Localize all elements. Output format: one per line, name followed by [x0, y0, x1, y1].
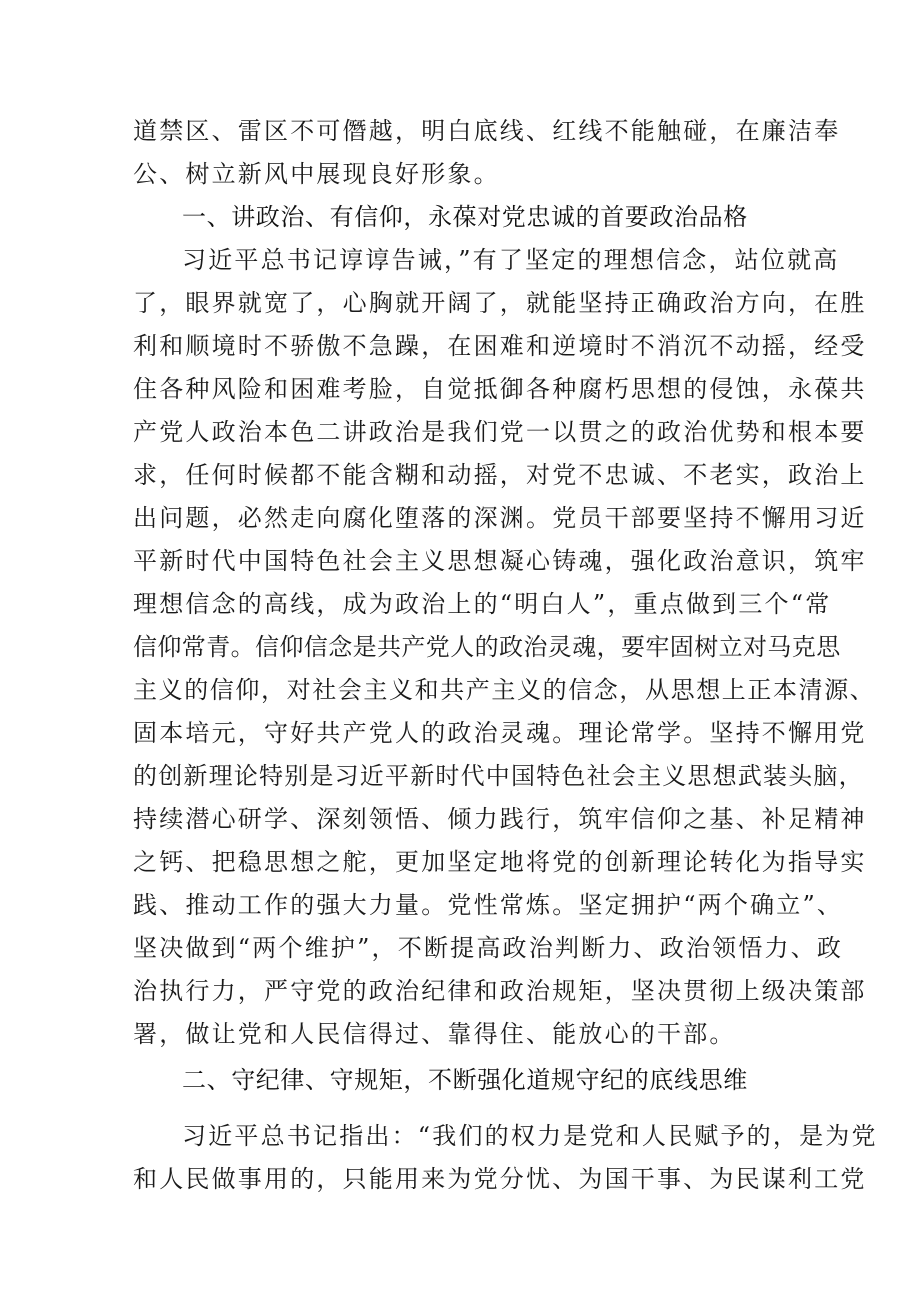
paragraph-line: 了，眼界就宽了，心胸就开阔了，就能坚持正确政治方向，在胜 [133, 289, 867, 317]
paragraph-line: 署，做让党和人民信得过、靠得住、能放心的干部。 [133, 1020, 736, 1048]
paragraph-line: 住各种风险和困难考脸，自觉抵御各种腐朽思想的侵蚀，永葆共 [133, 375, 867, 403]
paragraph-line: 出问题，必然走向腐化堕落的深渊。党员干部要坚持不懈用习近 [133, 504, 867, 532]
paragraph-line: 治执行力，严守党的政治纪律和政治规矩，坚决贯彻上级决策部 [133, 977, 867, 1005]
paragraph-line: 持续潜心研学、深刻领悟、倾力践行，筑牢信仰之基、补足精神 [133, 805, 867, 833]
section-1-heading: 一、讲政治、有信仰，永葆对党忠诚的首要政治品格 [182, 203, 748, 231]
intro-line: 公、树立新风中展现良好形象。 [133, 160, 500, 188]
paragraph-line: 产党人政治本色二讲政治是我们党一以贯之的政治优势和根本要 [133, 418, 867, 446]
paragraph-line: 平新时代中国特色社会主义思想凝心铸魂，强化政治意识，筑牢 [133, 547, 867, 575]
paragraph-line: 信仰常青。信仰信念是共产党人的政治灵魂，要牢固树立对马克思 [133, 633, 841, 661]
paragraph-line: 利和顺境时不骄傲不急躁，在困难和逆境时不消沉不动摇，经受 [133, 332, 867, 360]
paragraph-line: 习近平总书记指出：“我们的权力是党和人民赋予的，是为党 [182, 1122, 878, 1150]
paragraph-line: 之钙、把稳思想之舵，更加坚定地将党的创新理论转化为指导实 [133, 848, 867, 876]
paragraph-line: 求，任何时候都不能含糊和动摇，对党不忠诚、不老实，政治上 [133, 461, 867, 489]
paragraph-line: 和人民做事用的，只能用来为党分忧、为国干事、为民谋利工党 [133, 1165, 867, 1193]
paragraph-line: 践、推动工作的强大力量。党性常炼。坚定拥护“两个确立”、 [133, 891, 844, 919]
section-2-heading: 二、守纪律、守规矩，不断强化道规守纪的底线思维 [182, 1066, 748, 1094]
intro-line: 道禁区、雷区不可僭越，明白底线、红线不能触碰，在廉洁奉 [133, 117, 841, 145]
paragraph-line: 主义的信仰，对社会主义和共产主义的信念，从思想上正本清源、 [133, 676, 876, 704]
paragraph-line: 理想信念的高线，成为政治上的“明白人”，重点做到三个“常 [133, 590, 832, 618]
paragraph-line: 的创新理论特别是习近平新时代中国特色社会主义思想武装头脑， [133, 762, 864, 790]
paragraph-line: 坚决做到“两个维护”，不断提高政治判断力、政治领悟力、政 [133, 934, 844, 962]
paragraph-line: 固本培元，守好共产党人的政治灵魂。理论常学。坚持不懈用党 [133, 719, 867, 747]
paragraph-line: 习近平总书记谆谆告诫，”有了坚定的理想信念，站位就高 [182, 246, 840, 274]
